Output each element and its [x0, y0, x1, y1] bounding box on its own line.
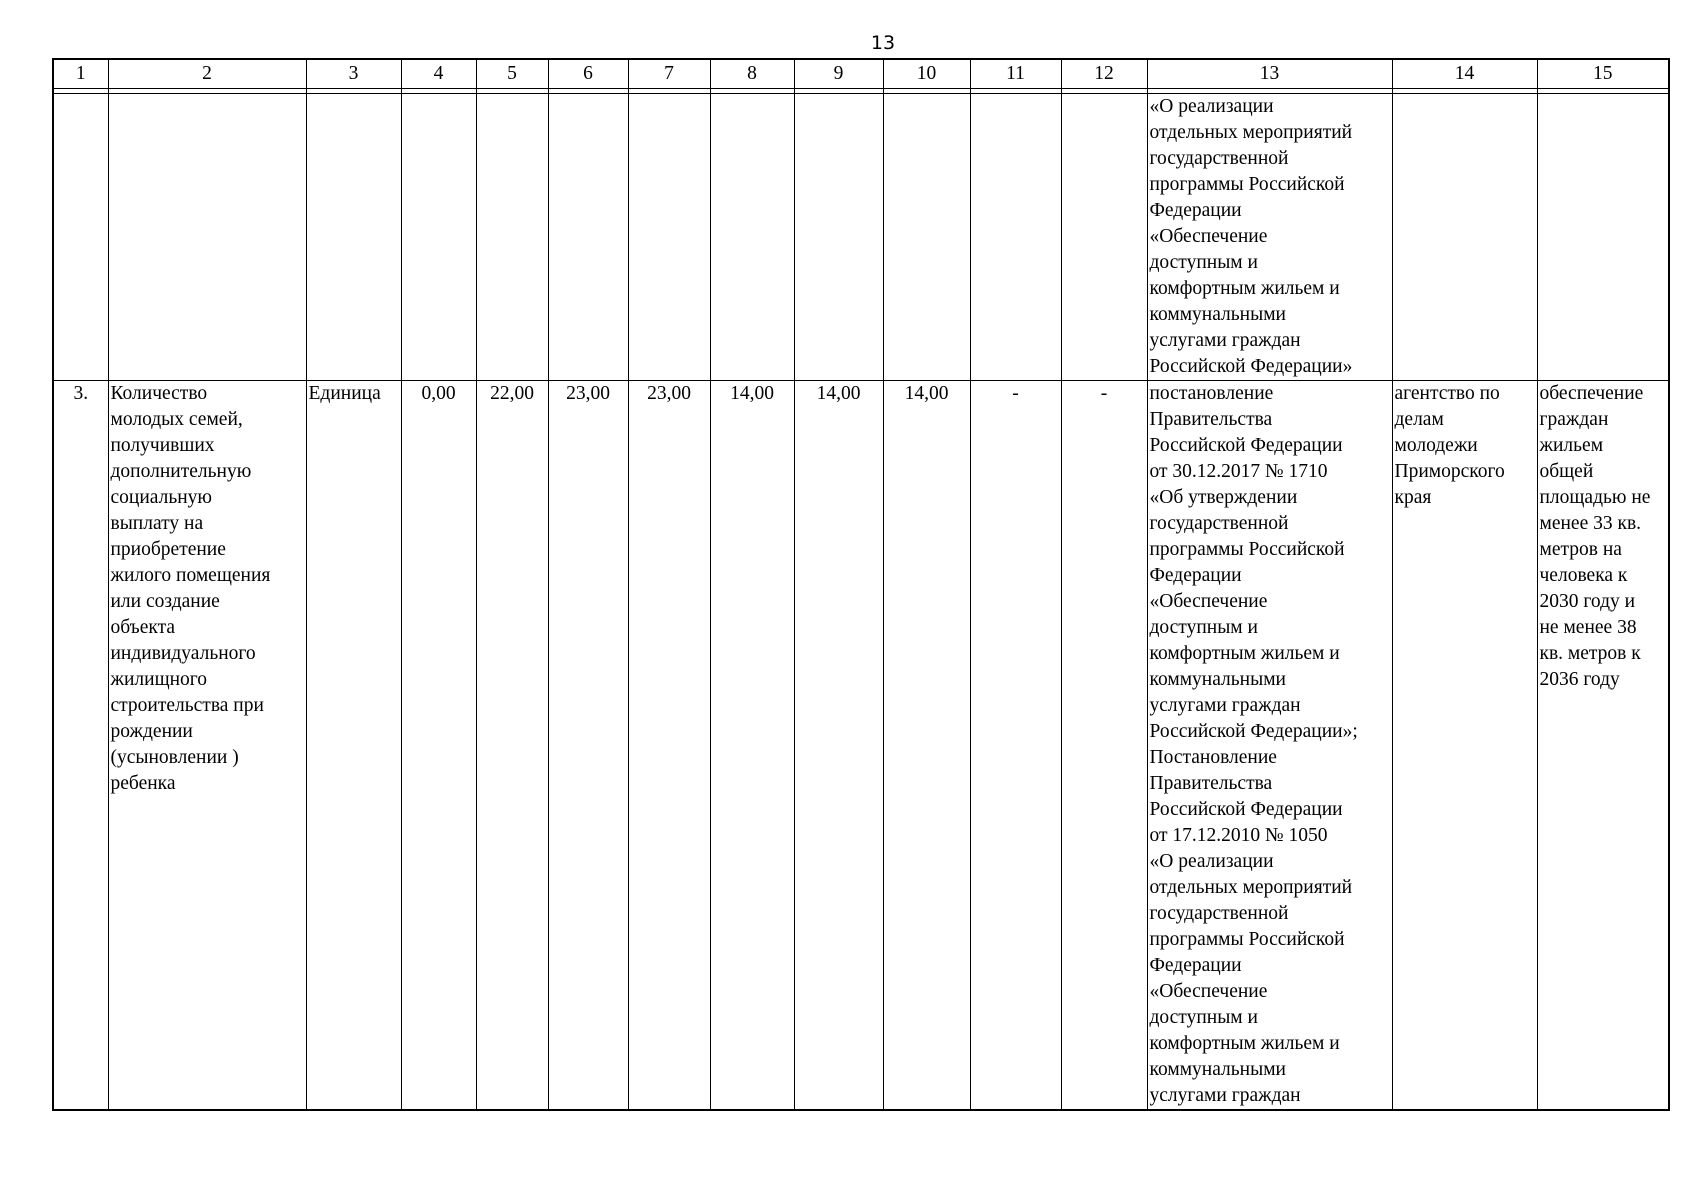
column-number: 3 — [306, 59, 401, 89]
table-cell — [794, 94, 883, 381]
table-cell — [710, 94, 794, 381]
value-cell: - — [970, 381, 1061, 1111]
column-number: 7 — [628, 59, 710, 89]
column-number: 8 — [710, 59, 794, 89]
value-cell: 0,00 — [401, 381, 476, 1111]
value-cell: 14,00 — [883, 381, 970, 1111]
table-cell — [883, 94, 970, 381]
table-cell — [1061, 94, 1147, 381]
column-number: 11 — [970, 59, 1061, 89]
table-cell — [476, 94, 548, 381]
column-number: 14 — [1392, 59, 1537, 89]
value-cell: 22,00 — [476, 381, 548, 1111]
value-cell: 14,00 — [794, 381, 883, 1111]
value-cell: - — [1061, 381, 1147, 1111]
row-number-cell: 3. — [53, 381, 108, 1111]
table-cell — [306, 94, 401, 381]
column-number: 13 — [1147, 59, 1392, 89]
document-table — [52, 58, 1670, 1111]
value-cell: 23,00 — [548, 381, 628, 1111]
document-table-wrapper — [52, 58, 1670, 1111]
table-cell — [1392, 94, 1537, 381]
table-cell — [970, 94, 1061, 381]
value-cell: 14,00 — [710, 381, 794, 1111]
table-cell — [401, 94, 476, 381]
responsible-agency-cell: агентство по делам молодежи Приморского края — [1392, 381, 1537, 1111]
table-row — [53, 381, 1669, 1111]
legal-basis-cell: «О реализации отдельных мероприятий государственной программы Российской Федерации «Обеспечение доступным и комфортным жильем и коммунальными услугами граждан Российской Федерации» — [1147, 94, 1392, 381]
legal-basis-cell: постановление Правительства Российской Федерации от 30.12.2017 № 1710 «Об утверждении государственной программы Российской Федерации «Обеспечение доступным и комфортным жильем и коммунальными услугами граждан Российской Федерации»; Постановление Правительства Российской Федерации от 17.12.2010 № 1050 «О реализации отдельных мероприятий государственной программы Российской Федерации «Обеспечение доступным и комфортным жильем и коммунальными услугами граждан — [1147, 381, 1392, 1111]
column-number: 12 — [1061, 59, 1147, 89]
value-cell: 23,00 — [628, 381, 710, 1111]
table-cell — [548, 94, 628, 381]
column-number: 6 — [548, 59, 628, 89]
unit-cell: Единица — [306, 381, 401, 1111]
column-number: 4 — [401, 59, 476, 89]
indicator-name-cell: Количество молодых семей, получивших дополнительную социальную выплату на приобретение жилого помещения или создание объекта индивидуального жилищного строительства при рождении (усыновлении ) ребенка — [108, 381, 306, 1111]
table-cell — [628, 94, 710, 381]
column-number: 2 — [108, 59, 306, 89]
table-cell — [53, 94, 108, 381]
column-number: 5 — [476, 59, 548, 89]
page-number: 13 — [870, 32, 896, 54]
table-row — [53, 94, 1669, 381]
column-number: 9 — [794, 59, 883, 89]
table-cell — [1537, 94, 1669, 381]
column-number: 10 — [883, 59, 970, 89]
column-number: 15 — [1537, 59, 1669, 89]
column-number-header-row — [53, 59, 1669, 89]
column-number: 1 — [53, 59, 108, 89]
table-cell — [108, 94, 306, 381]
goal-cell: обеспечение граждан жильем общей площадью не менее 33 кв. метров на человека к 2030 году и не менее 38 кв. метров к 2036 году — [1537, 381, 1669, 1111]
